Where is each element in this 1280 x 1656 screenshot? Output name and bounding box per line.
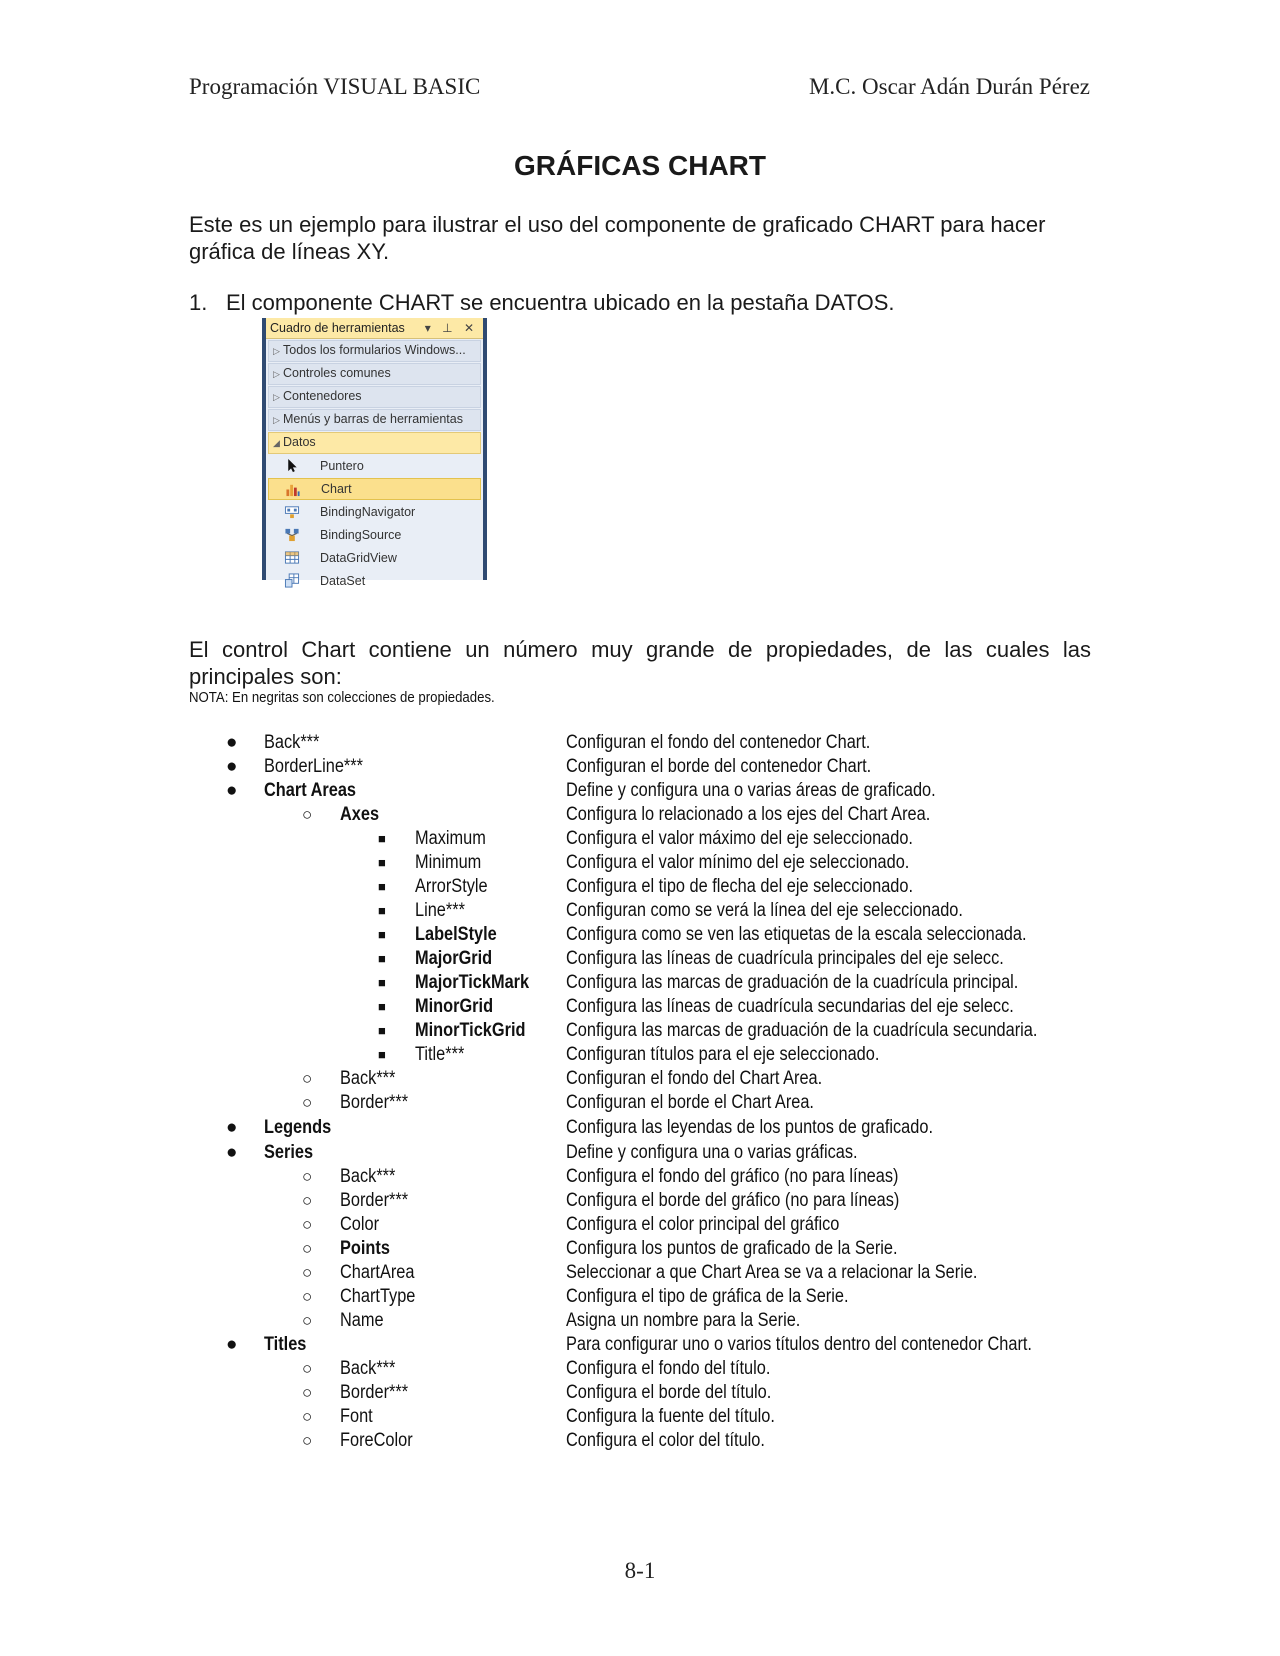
property-description: Configuran como se verá la línea del eje seleccionado. [566,900,963,921]
property-description: Configuran el borde del contenedor Chart. [566,756,872,777]
category-label: Datos [283,435,316,449]
property-description: Asigna un nombre para la Serie. [566,1310,801,1331]
item-label: Puntero [320,459,364,473]
property-name: Titles [264,1334,307,1355]
property-description: Define y configura una o varias áreas de graficado. [566,780,936,801]
bullet-square-icon: ■ [378,1023,386,1038]
toolbox-category-containers[interactable] [268,386,481,408]
property-name: MinorGrid [415,996,494,1017]
bullet-circle-icon: ○ [302,1263,313,1282]
binding-navigator-icon [284,504,300,519]
step-number: 1. [189,290,208,315]
item-label: Chart [321,482,352,496]
toolbox-item-puntero[interactable] [268,455,481,477]
bullet-square-icon: ■ [378,951,386,966]
property-name: Points [340,1238,390,1259]
property-description: Configura el valor máximo del eje seleccionado. [566,828,913,849]
property-description: Configuran el fondo del Chart Area. [566,1068,823,1089]
category-label: Contenedores [283,389,362,403]
property-name: MinorTickGrid [415,1020,526,1041]
property-description: Configura el valor mínimo del eje seleccionado. [566,852,910,873]
bullet-circle-icon: ○ [302,1069,313,1088]
property-description: Configuran títulos para el eje seleccionado. [566,1044,880,1065]
bullet-circle-icon: ○ [302,1431,313,1450]
property-description: Configura el color del título. [566,1430,765,1451]
step-text: El componente CHART se encuentra ubicado en la pestaña DATOS. [226,290,895,315]
property-description: Configura los puntos de graficado de la Serie. [566,1238,898,1259]
property-name: Maximum [415,828,486,849]
chart-icon [285,482,301,497]
header-right: M.C. Oscar Adán Durán Pérez [808,74,1090,99]
bullet-circle-icon: ○ [302,805,313,824]
property-description: Para configurar uno o varios títulos dentro del contenedor Chart. [566,1334,1032,1355]
property-name: MajorGrid [415,948,493,969]
bullet-dot-icon: ● [226,1142,238,1163]
header-left: Programación VISUAL BASIC [189,74,481,99]
expand-arrow-icon: ▷ [273,346,280,356]
bullet-square-icon: ■ [378,999,386,1014]
property-name: Line*** [415,900,465,921]
toolbox-window-controls[interactable]: ▾ ⊥ ✕ [424,321,478,335]
step-1 [189,290,895,316]
property-name: Series [264,1142,314,1163]
property-name: Back*** [340,1068,396,1089]
property-description: Configura las leyendas de los puntos de graficado. [566,1117,933,1138]
property-description: Configura las marcas de graduación de la cuadrícula secundaria. [566,1020,1038,1041]
property-description: Configuran el borde el Chart Area. [566,1092,814,1113]
property-description: Configura el color principal del gráfico [566,1214,840,1235]
note-text: NOTA: En negritas son colecciones de propiedades. [189,689,495,706]
bullet-circle-icon: ○ [302,1383,313,1402]
property-name: Border*** [340,1382,409,1403]
item-label: BindingSource [320,528,402,542]
data-grid-icon [284,550,300,565]
property-name: Back*** [264,732,320,753]
bullet-dot-icon: ● [226,1334,238,1355]
dataset-icon [284,573,300,588]
pointer-icon [284,458,300,473]
property-description: Seleccionar a que Chart Area se va a relacionar la Serie. [566,1262,978,1283]
property-name: Border*** [340,1092,409,1113]
bullet-dot-icon: ● [226,732,238,753]
property-description: Configura las líneas de cuadrícula principales del eje selecc. [566,948,1004,969]
bullet-dot-icon: ● [226,756,238,777]
property-description: Configura el tipo de gráfica de la Serie. [566,1286,849,1307]
bullet-circle-icon: ○ [302,1093,313,1112]
property-name: Name [340,1310,384,1331]
bullet-circle-icon: ○ [302,1167,313,1186]
bullet-square-icon: ■ [378,1047,386,1062]
property-description: Define y configura una o varias gráficas. [566,1142,858,1163]
property-name: Back*** [340,1358,396,1379]
bullet-circle-icon: ○ [302,1215,313,1234]
bullet-square-icon: ■ [378,903,386,918]
property-name: Back*** [340,1166,396,1187]
bullet-square-icon: ■ [378,879,386,894]
property-name: ArrorStyle [415,876,488,897]
property-description: Configura lo relacionado a los ejes del Chart Area. [566,804,931,825]
page-number: 8-1 [624,1558,656,1583]
property-description: Configura las marcas de graduación de la cuadrícula principal. [566,972,1019,993]
toolbox-category-all-forms[interactable] [268,340,481,362]
bullet-circle-icon: ○ [302,1359,313,1378]
property-name: Chart Areas [264,780,357,801]
property-description: Configura el tipo de flecha del eje seleccionado. [566,876,914,897]
bullet-dot-icon: ● [226,780,238,801]
expand-arrow-icon: ▷ [273,369,280,379]
binding-source-icon [284,527,300,542]
property-name: Legends [264,1117,332,1138]
category-label: Menús y barras de herramientas [283,412,463,426]
property-name: ChartType [340,1286,416,1307]
property-name: LabelStyle [415,924,497,945]
toolbox-item-dataset[interactable] [268,570,481,592]
category-label: Todos los formularios Windows... [283,343,466,357]
property-description: Configuran el fondo del contenedor Chart. [566,732,871,753]
bullet-square-icon: ■ [378,831,386,846]
bullet-square-icon: ■ [378,975,386,990]
property-description: Configura el fondo del gráfico (no para líneas) [566,1166,899,1187]
toolbox-title-bar [266,318,483,339]
toolbox-panel [262,318,487,588]
property-name: MajorTickMark [415,972,530,993]
toolbox-item-datagridview[interactable] [268,547,481,569]
property-name: ChartArea [340,1262,415,1283]
expand-arrow-icon: ▷ [273,415,280,425]
property-name: Color [340,1214,380,1235]
toolbox-item-bindingsource[interactable] [268,524,481,546]
property-name: Font [340,1406,373,1427]
property-description: Configura el borde del título. [566,1382,772,1403]
property-name: Border*** [340,1190,409,1211]
property-name: Minimum [415,852,482,873]
item-label: DataSet [320,574,366,588]
bullet-square-icon: ■ [378,927,386,942]
property-name: ForeColor [340,1430,413,1451]
category-label: Controles comunes [283,366,391,380]
property-description: Configura como se ven las etiquetas de la escala seleccionada. [566,924,1027,945]
property-description: Configura las líneas de cuadrícula secundarias del eje selecc. [566,996,1014,1017]
property-description: Configura el borde del gráfico (no para líneas) [566,1190,900,1211]
bullet-circle-icon: ○ [302,1287,313,1306]
toolbox-item-bindingnavigator[interactable] [268,501,481,523]
item-label: BindingNavigator [320,505,416,519]
bullet-circle-icon: ○ [302,1407,313,1426]
toolbox-category-menus[interactable] [268,409,481,431]
expand-arrow-icon: ▷ [273,392,280,402]
property-name: Title*** [415,1044,465,1065]
page-title: GRÁFICAS CHART [514,150,766,181]
bullet-dot-icon: ● [226,1117,238,1138]
toolbox-category-datos[interactable] [268,432,481,454]
property-name: Axes [340,804,380,825]
properties-intro-paragraph: El control Chart contiene un número muy grande de propiedades, de las cuales las principales son: [189,637,1091,689]
collapse-arrow-icon: ◢ [273,438,280,448]
bullet-circle-icon: ○ [302,1191,313,1210]
toolbox-item-chart[interactable] [268,478,481,500]
bullet-square-icon: ■ [378,855,386,870]
property-name: BorderLine*** [264,756,364,777]
intro-paragraph: Este es un ejemplo para ilustrar el uso del componente de graficado CHART para hacer gráfica de líneas XY. [189,212,1046,264]
bullet-circle-icon: ○ [302,1311,313,1330]
toolbox-title: Cuadro de herramientas [270,321,405,335]
property-description: Configura la fuente del título. [566,1406,775,1427]
toolbox-category-common-controls[interactable] [268,363,481,385]
bullet-circle-icon: ○ [302,1239,313,1258]
item-label: DataGridView [320,551,397,565]
property-description: Configura el fondo del título. [566,1358,771,1379]
